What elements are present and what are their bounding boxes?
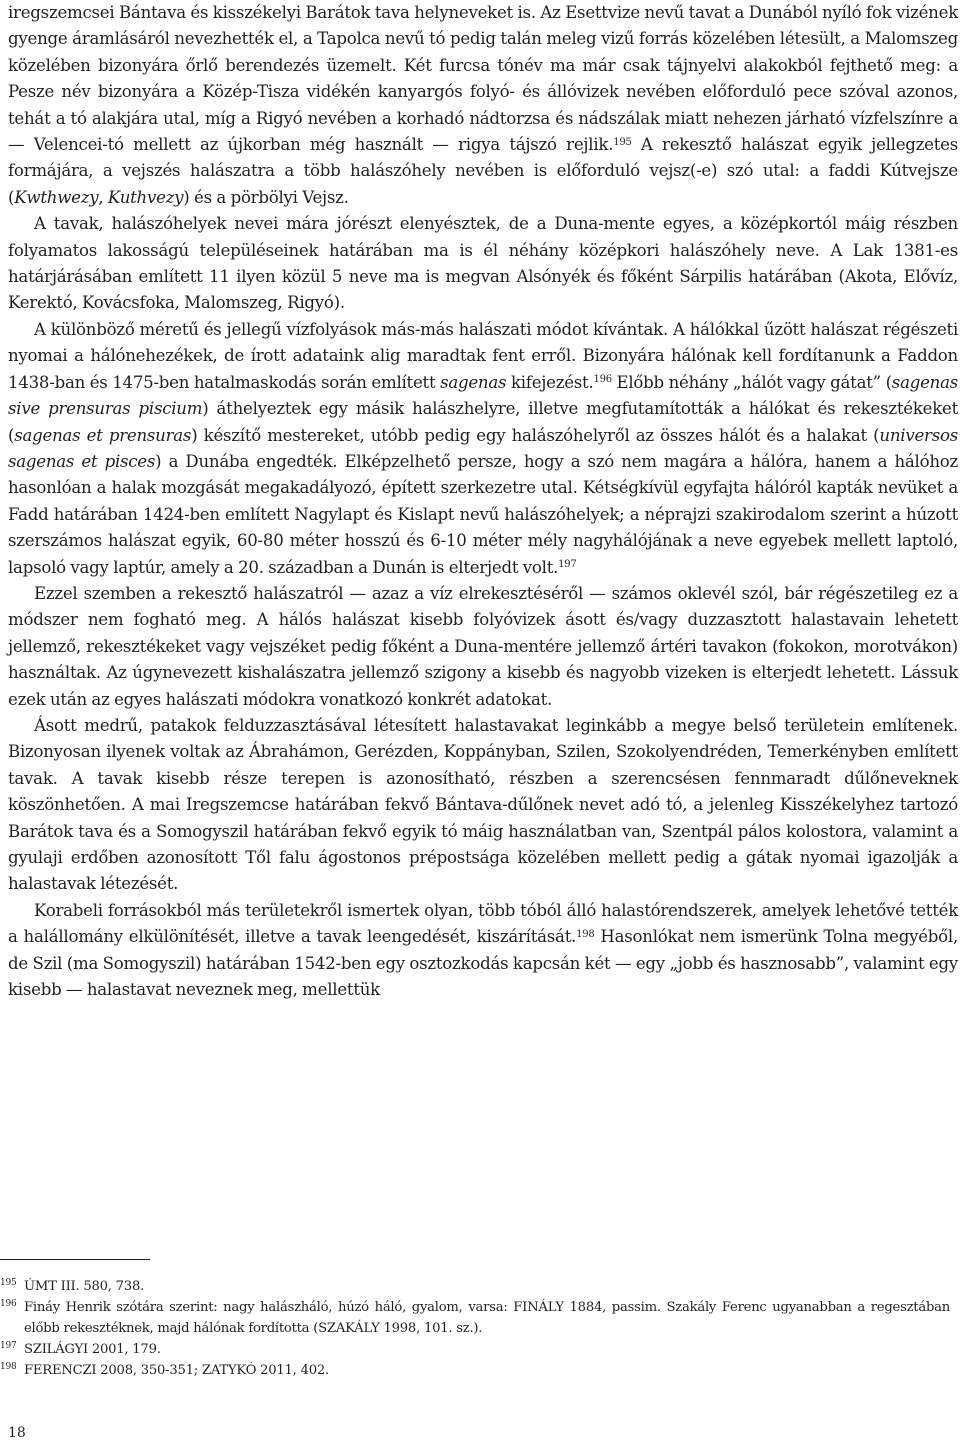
footnote-text: Fináy Henrik szótára szerint: nagy halászháló, húzó háló, gyalom, varsa: FINÁLY 1884, passim. Szakály Ferenc ugyanabban a regesztában előbb rekesztéknek, majd hálónak fordította (SZAKÁLY 1998, 101. sz.). (24, 1300, 950, 1336)
italic-term: sagenas sive prensuras piscium (8, 372, 958, 419)
footnote-reference: 198 (576, 928, 595, 940)
footnote (0, 1339, 950, 1360)
paragraph (8, 713, 958, 898)
footnote-text: SZILÁGYI 2001, 179. (24, 1342, 161, 1357)
text-run: A különböző méretű és jellegű vízfolyások más-más halászati módot kívántak. A hálókkal űzött halászat régészeti nyomai a hálónehezékek, de írott adataink alig maradtak fent erről. Bizonyára hálónak kell fordítanunk a Faddon 1438-ban és 1475-ben hatalmaskodás során említett (8, 319, 958, 392)
italic-term: Kuthvezy (107, 187, 184, 207)
text-run: ) áthelyeztek egy másik halászhelyre, illetve megfutamították a hálókat és rekesztékeket ( (8, 399, 959, 445)
text-run: , (98, 187, 108, 207)
paragraph (8, 317, 958, 581)
text-run: ) a Dunába engedték. Elképzelhető persze, hogy a szó nem magára a hálóra, hanem a hálóhoz hasonlóan a halak mozgását megakadályozó, épített szerkezetre utal. Kétségkívül egyfajta hálóról kapták nevüket a Fadd határában 1424-ben említett Nagylapt és Kislapt nevű halászóhelyek; a néprajzi szakirodalom szerint a húzott szerszámos halászat egyik, 60-80 méter hosszú és 6-10 méter mély nagyhálójának a neve egyebek mellett laptoló, lapsoló vagy laptúr, amely a 20. században a Dunán is elterjedt volt. (8, 451, 958, 577)
paragraph (8, 211, 958, 317)
page-number: 18 (8, 1425, 26, 1441)
footnote-separator (0, 1259, 150, 1260)
text-run: A rekesztő halászat egyik jellegzetes formájára, a vejszés halászatra a több halászóhely nevében is előforduló vejsz(-e) szó utal: a faddi Kútvejsze ( (8, 135, 958, 207)
text-run: Hasonlókat nem ismerünk Tolna megyéből, de Szil (ma Somogyszil) határában 1542-ben egy osztozkodás kapcsán két — egy „jobb és hasznosabb”, valamint egy kisebb — halastavat neveznek meg, mellettük (8, 927, 958, 1000)
footnotes (0, 1276, 950, 1381)
footnote-reference: 195 (613, 136, 632, 148)
text-run: kifejezést. (506, 372, 594, 392)
footnote-text: FERENCZI 2008, 350-351; ZATYKÓ 2011, 402. (24, 1363, 329, 1378)
page (8, 0, 958, 1003)
footnote-number: 196 (0, 1299, 17, 1309)
paragraph (8, 898, 958, 1004)
footnote (0, 1297, 950, 1339)
main-text (8, 0, 958, 1003)
text-run: Ásott medrű, patakok felduzzasztásával létesített halastavakat leginkább a megye belső területein említenek. Bizonyosan ilyenek voltak az Ábrahámon, Gerézden, Koppányban, Szilen, Szokolyendréden, Temerkényben említett tavak. A tavak kisebb része terepen is azonosítható, részben a szerencsésen fennmaradt dűlőneveknek köszönhetően. A mai Iregszemcse határában fekvő Bántava-dűlőnek nevet adó tó, a jelenleg Kisszékelyhez tartozó Barátok tava és a Somogyszil határában fekvő egyik tó máig használatban van, Szentpál pálos kolostora, valamint a gyulaji erdőben azonosított Től falu ágostonos prépostsága közelében mellett pedig a gátak nyomai igazolják a halastavak létezését. (8, 715, 958, 894)
italic-term: sagenas (440, 372, 507, 392)
footnote-text: ÚMT III. 580, 738. (24, 1279, 145, 1294)
text-run: A tavak, halászóhelyek nevei mára jórészt elenyésztek, de a Duna-mente egyes, a középkortól máig részben folyamatos lakosságú településeinek határában ma is él néhány középkori halászóhely neve. A Lak 1381-es határjárásában említett 11 ilyen közül 5 neve ma is megvan Alsónyék és főként Sárpilis határában (Akota, Elővíz, Kerektó, Kovácsfoka, Malomszeg, Rigyó). (8, 214, 958, 313)
text-run: ) készítő mestereket, utóbb pedig egy halászóhelyről az összes hálót és a halakat ( (191, 425, 880, 445)
footnote-number: 197 (0, 1341, 17, 1351)
footnote-number: 195 (0, 1278, 17, 1288)
footnote (0, 1276, 950, 1297)
italic-term: Kwthwezy (14, 187, 99, 207)
italic-term: universos sagenas et pisces (8, 425, 958, 471)
footnote-number: 198 (0, 1362, 17, 1372)
text-run: iregszemcsei Bántava és kisszékelyi Barátok tava helyneveket is. Az Esettvize nevű tavat a Dunából nyíló fok vizének gyenge áramlásáról nevezhették el, a Tapolca nevű tó pedig talán meleg vizű forrás közelében létesült, a Malomszeg közelében bizonyára őrlő berendezés üzemelt. Két furcsa tónév ma már csak tájnyelvi alakokból fejthető meg: a Pesze név bizonyára a Közép-Tisza vidékén kanyargós folyó- és állóvizek nevében előforduló pece szóval azonos, tehát a tó alakjára utal, míg a Rigyó nevében a korhadó nádtorzsa és nádszálak miatt nehezen járható vízfelszínre a — Velencei-tó mellett az újkorban még használt — rigya tájszó rejlik. (8, 3, 958, 155)
text-run: ) és a pörbölyi Vejsz. (183, 187, 349, 207)
paragraph (8, 0, 958, 211)
paragraph (8, 581, 958, 713)
text-run: Korabeli forrásokból más területekről ismertek olyan, több tóból álló halastórendszerek, amelyek lehetővé tették a halállomány elkülönítését, illetve a tavak leengedését, kiszárítását. (8, 900, 958, 947)
italic-term: sagenas et prensuras (14, 425, 192, 445)
footnote-reference: 197 (558, 559, 577, 570)
footnote (0, 1360, 950, 1381)
text-run: Előbb néhány „hálót vagy gátat” ( (611, 372, 892, 392)
footnote-reference: 196 (593, 374, 612, 386)
text-run: Ezzel szemben a rekesztő halászatról — azaz a víz elrekesztéséről — számos oklevél szól, bár régészetileg ez a módszer nem fogható meg. A hálós halászat kisebb folyóvizek ásott és/vagy duzzasztott halastavain lehetett jellemző, rekesztékeket vagy vejszéket pedig főként a Duna-mentére jellemző ártéri tavakon (fokokon, morotvákon) használtak. Az úgynevezett kishalászatra jellemző szigony a kisebb és nagyobb vizeken is elterjedt lehetett. Lássuk ezek után az egyes halászati módokra vonatkozó konkrét adatokat. (8, 583, 958, 709)
